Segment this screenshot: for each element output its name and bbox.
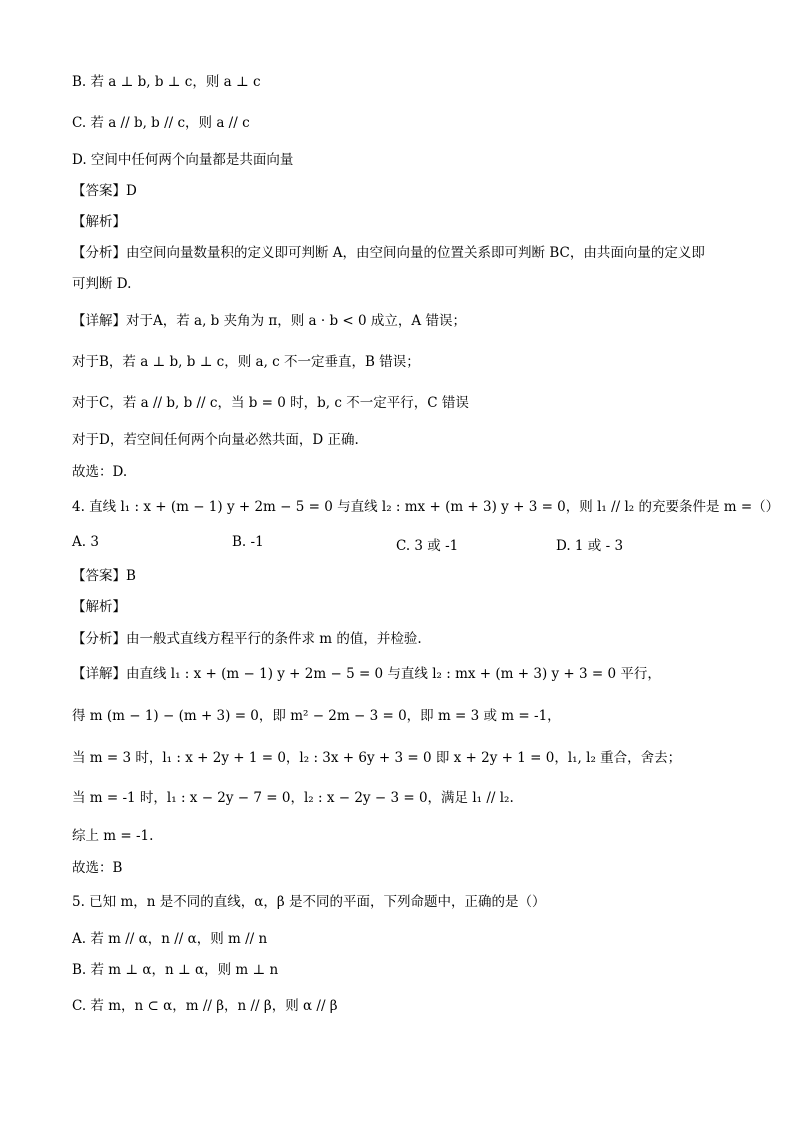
q4-option-b: B. -1 xyxy=(232,534,264,550)
choose-line-2: 故选：B xyxy=(72,860,123,876)
question-5: 5. 已知 m，n 是不同的直线，α，β 是不同的平面，下列命题中，正确的是（） xyxy=(72,894,546,910)
choose-line: 故选：D. xyxy=(72,464,128,480)
xiangjie2-line-c: 当 m = 3 时，l₁ : x + 2y + 1 = 0，l₂ : 3x + 6y + 3 = 0 即 x + 2y + 1 = 0，l₁, l₂ 重合，舍去； xyxy=(72,750,682,766)
fenxi-line-2: 【分析】由一般式直线方程平行的条件求 m 的值，并检验. xyxy=(72,631,422,647)
xiangjie2-line-b: 得 m (m − 1) − (m + 3) = 0，即 m² − 2m − 3 = 0，即 m = 3 或 m = -1， xyxy=(72,708,561,724)
fenxi-line: 【分析】由空间向量数量积的定义即可判断 A，由空间向量的位置关系即可判断 BC，由共面向量的定义即 xyxy=(72,245,705,261)
fenxi-line-continued: 可判断 D. xyxy=(72,276,132,292)
q4-option-d: D. 1 或 - 3 xyxy=(556,538,624,554)
xiangjie2-line-a: 【详解】由直线 l₁ : x + (m − 1) y + 2m − 5 = 0 与直线 l₂ : mx + (m + 3) y + 3 = 0 平行， xyxy=(72,666,661,682)
xiangjie-line-b: 对于B，若 a ⊥ b, b ⊥ c，则 a, c 不一定垂直，B 错误； xyxy=(72,354,420,370)
summary-line: 综上 m = -1. xyxy=(72,828,154,844)
answer-tag: 【答案】D xyxy=(72,183,137,199)
q5-option-a: A. 若 m // α，n // α，则 m // n xyxy=(72,931,268,947)
xiangjie-line-a: 【详解】对于A，若 a, b 夹角为 π，则 a · b < 0 成立，A 错误； xyxy=(72,313,466,329)
q5-option-c: C. 若 m，n ⊂ α，m // β，n // β，则 α // β xyxy=(72,998,338,1014)
analysis-tag: 【解析】 xyxy=(72,214,126,230)
option-b-line: B. 若 a ⊥ b, b ⊥ c，则 a ⊥ c xyxy=(72,74,261,90)
analysis-tag-2: 【解析】 xyxy=(72,599,126,615)
answer-tag-2: 【答案】B xyxy=(72,568,136,584)
q4-option-a: A. 3 xyxy=(72,534,99,550)
question-4: 4. 直线 l₁ : x + (m − 1) y + 2m − 5 = 0 与直线 l₂ : mx + (m + 3) y + 3 = 0，则 l₁ // l₂ 的充要条件是 m =（） xyxy=(72,499,780,515)
option-d-line: D. 空间中任何两个向量都是共面向量 xyxy=(72,152,294,168)
option-c-line: C. 若 a // b, b // c，则 a // c xyxy=(72,115,250,131)
q5-option-b: B. 若 m ⊥ α，n ⊥ α，则 m ⊥ n xyxy=(72,962,279,978)
q4-option-c: C. 3 或 -1 xyxy=(396,538,459,554)
xiangjie-line-d: 对于D，若空间任何两个向量必然共面，D 正确. xyxy=(72,432,359,448)
xiangjie-line-c: 对于C，若 a // b, b // c，当 b = 0 时，b, c 不一定平行，C 错误 xyxy=(72,395,469,411)
xiangjie2-line-d: 当 m = -1 时，l₁ : x − 2y − 7 = 0，l₂ : x − 2y − 3 = 0，满足 l₁ // l₂. xyxy=(72,790,514,806)
